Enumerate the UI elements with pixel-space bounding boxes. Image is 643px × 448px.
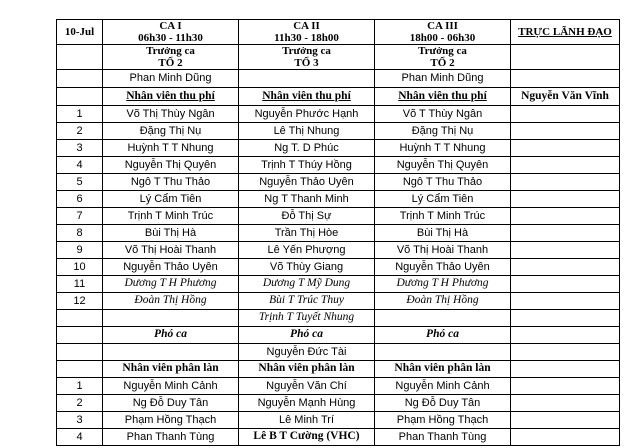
row-number: 1	[57, 106, 103, 123]
table-row	[57, 412, 620, 429]
lane-ca3-cell: Phan Thanh Tùng	[375, 429, 511, 446]
blank-cell	[57, 45, 103, 70]
toll-ca3-cell: Ngô T Thu Thảo	[375, 174, 511, 191]
toll-ca3-cell: Trịnh T Minh Trúc	[375, 208, 511, 225]
table-row	[57, 429, 620, 446]
blank-cell	[511, 361, 620, 378]
lane-ca3-cell: Phạm Hồng Thạch	[375, 412, 511, 429]
toll-ca1-cell: Trịnh T Minh Trúc	[103, 208, 239, 225]
toll-ca1-cell: Bùi Thị Hà	[103, 225, 239, 242]
blank-cell	[511, 327, 620, 344]
shift-leader-row	[57, 45, 620, 70]
row-number: 7	[57, 208, 103, 225]
table-row	[57, 208, 620, 225]
deputy-ca2-name: Nguyễn Đức Tài	[239, 344, 375, 361]
lane-title-row	[57, 361, 620, 378]
toll-ca1-cell: Huỳnh T T Nhung	[103, 140, 239, 157]
toll-ca2-cell: Võ Thùy Giang	[239, 259, 375, 276]
row-number: 9	[57, 242, 103, 259]
lane-ca1-cell: Phạm Hồng Thạch	[103, 412, 239, 429]
blank-cell	[511, 412, 620, 429]
ca2-header: CA II 11h30 - 18h00	[239, 20, 375, 45]
ca3-team-cell: Trưởng ca TỔ 2	[375, 45, 511, 70]
toll-ca3-cell: Đoàn Thị Hồng	[375, 293, 511, 310]
deputy-name-row	[57, 344, 620, 361]
toll-ca3-cell: Huỳnh T T Nhung	[375, 140, 511, 157]
lane-ca2-cell: Nguyễn Mạnh Hùng	[239, 395, 375, 412]
blank-cell	[511, 157, 620, 174]
toll-title-row	[57, 88, 620, 106]
row-number: 8	[57, 225, 103, 242]
ca3-header: CA III 18h00 - 06h30	[375, 20, 511, 45]
blank-cell	[511, 140, 620, 157]
deputy-label-ca2: Phó ca	[239, 327, 375, 344]
toll-ca2-cell: Trần Thị Hòe	[239, 225, 375, 242]
table-row	[57, 225, 620, 242]
row-number: 4	[57, 429, 103, 446]
row-number: 6	[57, 191, 103, 208]
leader-name: Nguyễn Văn Vĩnh	[511, 88, 620, 106]
row-number	[57, 310, 103, 327]
row-number: 12	[57, 293, 103, 310]
toll-ca2-cell: Ng T Thanh Minh	[239, 191, 375, 208]
blank-cell	[511, 106, 620, 123]
row-number: 3	[57, 140, 103, 157]
row-number: 3	[57, 412, 103, 429]
lane-ca3-cell: Nguyễn Minh Cảnh	[375, 378, 511, 395]
ca1-header: CA I 06h30 - 11h30	[103, 20, 239, 45]
lane-ca3-cell: Ng Đỗ Duy Tân	[375, 395, 511, 412]
shift-leader-name-row	[57, 70, 620, 88]
toll-title-ca1: Nhân viên thu phí	[103, 88, 239, 106]
toll-ca1-cell: Ngô T Thu Thảo	[103, 174, 239, 191]
blank-cell	[57, 344, 103, 361]
lane-title-ca1: Nhân viên phân làn	[103, 361, 239, 378]
toll-ca1-cell: Đoàn Thị Hồng	[103, 293, 239, 310]
blank-cell	[511, 276, 620, 293]
schedule-table	[56, 19, 620, 446]
toll-ca2-cell: Trịnh T Tuyết Nhung	[239, 310, 375, 327]
table-row	[57, 242, 620, 259]
header-row	[57, 20, 620, 45]
table-row	[57, 276, 620, 293]
row-number: 1	[57, 378, 103, 395]
blank-cell	[375, 344, 511, 361]
table-row	[57, 157, 620, 174]
toll-ca3-cell: Lý Cẩm Tiên	[375, 191, 511, 208]
blank-cell	[511, 70, 620, 88]
leader-header: TRỰC LÃNH ĐẠO	[511, 20, 620, 45]
blank-cell	[511, 191, 620, 208]
blank-cell	[57, 327, 103, 344]
toll-ca2-cell: Nguyễn Thảo Uyên	[239, 174, 375, 191]
toll-ca3-cell: Đặng Thị Nụ	[375, 123, 511, 140]
blank-cell	[511, 225, 620, 242]
toll-title-ca2: Nhân viên thu phí	[239, 88, 375, 106]
toll-ca1-cell: Võ Thị Hoài Thanh	[103, 242, 239, 259]
blank-cell	[511, 208, 620, 225]
blank-cell	[511, 259, 620, 276]
toll-ca3-cell: Dương T H Phương	[375, 276, 511, 293]
table-row	[57, 395, 620, 412]
blank-cell	[103, 344, 239, 361]
table-row	[57, 259, 620, 276]
table-row	[57, 123, 620, 140]
lane-ca2-cell: Lê Minh Trí	[239, 412, 375, 429]
blank-cell	[511, 310, 620, 327]
ca1-leader-name: Phan Minh Dũng	[103, 70, 239, 88]
deputy-row	[57, 327, 620, 344]
lane-ca1-cell: Ng Đỗ Duy Tân	[103, 395, 239, 412]
blank-cell	[511, 429, 620, 446]
blank-cell	[511, 123, 620, 140]
toll-ca1-cell: Nguyễn Thị Quyên	[103, 157, 239, 174]
table-row	[57, 191, 620, 208]
blank-cell	[511, 242, 620, 259]
toll-ca2-cell: Nguyễn Phước Hạnh	[239, 106, 375, 123]
toll-ca1-cell: Nguyễn Thảo Uyên	[103, 259, 239, 276]
table-row	[57, 140, 620, 157]
toll-ca3-cell: Bùi Thị Hà	[375, 225, 511, 242]
blank-cell	[511, 45, 620, 70]
row-number: 2	[57, 123, 103, 140]
ca2-leader-name	[239, 70, 375, 88]
toll-ca3-cell: Nguyễn Thị Quyên	[375, 157, 511, 174]
table-row	[57, 378, 620, 395]
lane-ca1-cell: Phan Thanh Tùng	[103, 429, 239, 446]
blank-cell	[511, 344, 620, 361]
row-number: 10	[57, 259, 103, 276]
table-row	[57, 174, 620, 191]
toll-title-ca3: Nhân viên thu phí	[375, 88, 511, 106]
lane-title-ca3: Nhân viên phân làn	[375, 361, 511, 378]
lane-title-ca2: Nhân viên phân làn	[239, 361, 375, 378]
toll-ca2-cell: Trịnh T Thúy Hồng	[239, 157, 375, 174]
blank-cell	[511, 378, 620, 395]
lane-ca1-cell: Nguyễn Minh Cảnh	[103, 378, 239, 395]
toll-ca2-cell: Lê Yến Phượng	[239, 242, 375, 259]
row-number: 11	[57, 276, 103, 293]
toll-ca2-cell: Dương T Mỹ Dung	[239, 276, 375, 293]
toll-ca3-cell: Võ T Thùy Ngân	[375, 106, 511, 123]
toll-ca3-cell: Nguyễn Thảo Uyên	[375, 259, 511, 276]
blank-cell	[57, 88, 103, 106]
toll-ca1-cell: Đặng Thị Nụ	[103, 123, 239, 140]
toll-ca3-cell	[375, 310, 511, 327]
blank-cell	[511, 293, 620, 310]
table-row	[57, 106, 620, 123]
ca2-team-cell: Trưởng ca TỔ 3	[239, 45, 375, 70]
lane-ca2-cell: Lê B T Cường (VHC)	[239, 429, 375, 446]
ca3-leader-name: Phan Minh Dũng	[375, 70, 511, 88]
row-number: 4	[57, 157, 103, 174]
date-cell: 10-Jul	[57, 20, 103, 45]
toll-ca1-cell: Võ Thị Thùy Ngân	[103, 106, 239, 123]
toll-ca2-cell: Bùi T Trúc Thuy	[239, 293, 375, 310]
toll-ca3-cell: Võ Thị Hoài Thanh	[375, 242, 511, 259]
toll-ca1-cell	[103, 310, 239, 327]
deputy-label-ca3: Phó ca	[375, 327, 511, 344]
toll-ca2-cell: Lê Thị Nhung	[239, 123, 375, 140]
table-row	[57, 293, 620, 310]
toll-ca1-cell: Lý Cẩm Tiên	[103, 191, 239, 208]
blank-cell	[57, 361, 103, 378]
row-number: 2	[57, 395, 103, 412]
toll-ca2-cell: Đỗ Thị Sự	[239, 208, 375, 225]
ca1-team-cell: Trưởng ca TỔ 2	[103, 45, 239, 70]
blank-cell	[511, 174, 620, 191]
deputy-label-ca1: Phó ca	[103, 327, 239, 344]
table-row	[57, 310, 620, 327]
blank-cell	[511, 395, 620, 412]
blank-cell	[57, 70, 103, 88]
toll-ca1-cell: Dương T H Phương	[103, 276, 239, 293]
row-number: 5	[57, 174, 103, 191]
toll-ca2-cell: Ng T. D Phúc	[239, 140, 375, 157]
lane-ca2-cell: Nguyễn Văn Chí	[239, 378, 375, 395]
